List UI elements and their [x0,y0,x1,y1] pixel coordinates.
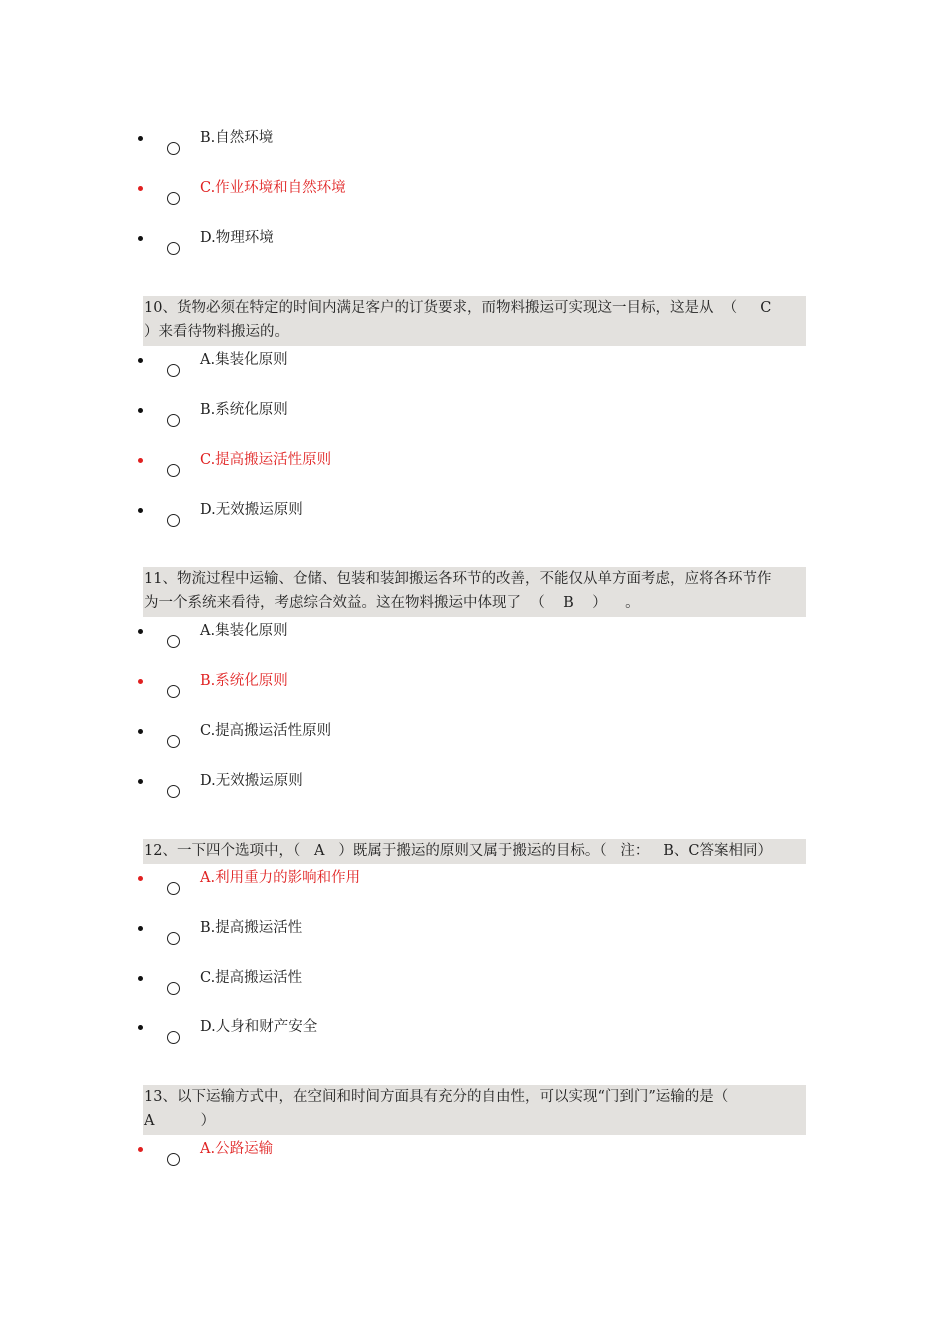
bullet-icon [138,729,143,734]
option-10-b [0,400,950,440]
option-label: C.作业环境和自然环境 [200,180,346,196]
option-9-c [0,178,950,218]
radio-button[interactable] [167,882,180,895]
option-10-a [0,350,950,390]
bullet-icon [138,508,143,513]
question-line: 11、物流过程中运输、仓储、包装和装卸搬运各环节的改善，不能仅从单方面考虑，应将各环节作 [144,571,772,587]
option-label: A.集装化原则 [200,352,288,368]
option-label: A.集装化原则 [200,623,288,639]
option-label: C.提高搬运活性 [200,970,303,986]
bullet-icon [138,679,143,684]
option-12-a [0,868,950,908]
bullet-icon [138,236,143,241]
option-11-c [0,721,950,761]
option-12-d [0,1017,950,1057]
option-label: D.无效搬运原则 [200,502,303,518]
radio-button[interactable] [167,464,180,477]
radio-button[interactable] [167,142,180,155]
bullet-icon [138,926,143,931]
radio-button[interactable] [167,192,180,205]
bullet-icon [138,458,143,463]
option-11-b [0,671,950,711]
option-label: B.系统化原则 [200,673,288,689]
option-label: B.系统化原则 [200,402,288,418]
bullet-icon [138,876,143,881]
option-9-d [0,228,950,268]
radio-button[interactable] [167,514,180,527]
radio-button[interactable] [167,735,180,748]
option-11-a [0,621,950,661]
option-12-c [0,968,950,1008]
radio-button[interactable] [167,1031,180,1044]
option-label: D.人身和财产安全 [200,1019,318,1035]
option-label: D.无效搬运原则 [200,773,303,789]
question-line: 为一个系统来看待，考虑综合效益。这在物料搬运中体现了 （ B ） 。 [144,595,640,611]
bullet-icon [138,1025,143,1030]
option-label: A.利用重力的影响和作用 [200,870,361,886]
option-12-b [0,918,950,958]
radio-button[interactable] [167,414,180,427]
option-10-c [0,450,950,490]
radio-button[interactable] [167,635,180,648]
radio-button[interactable] [167,685,180,698]
option-label: D.物理环境 [200,230,274,246]
question-line: 12、一下四个选项中，（ A ）既属于搬运的原则又属于搬运的目标。（ 注： B、C答案相同） [144,843,772,859]
question-line: 10、货物必须在特定的时间内满足客户的订货要求，而物料搬运可实现这一目标，这是从 （ C [144,300,772,316]
bullet-icon [138,629,143,634]
bullet-icon [138,976,143,981]
bullet-icon [138,408,143,413]
question-line: 13、以下运输方式中，在空间和时间方面具有充分的自由性，可以实现“门到门”运输的是（ [144,1089,729,1105]
radio-button[interactable] [167,364,180,377]
option-label: A.公路运输 [200,1141,274,1157]
option-label: B.自然环境 [200,130,274,146]
radio-button[interactable] [167,1153,180,1166]
question-10 [143,296,806,346]
radio-button[interactable] [167,785,180,798]
radio-button[interactable] [167,932,180,945]
question-line: ）来看待物料搬运的。 [144,324,289,340]
question-12 [143,839,806,864]
option-10-d [0,500,950,540]
option-label: C.提高搬运活性原则 [200,452,332,468]
bullet-icon [138,779,143,784]
bullet-icon [138,136,143,141]
option-11-d [0,771,950,811]
radio-button[interactable] [167,242,180,255]
option-9-b [0,128,950,168]
question-line: A ） [144,1113,216,1129]
bullet-icon [138,1147,143,1152]
bullet-icon [138,186,143,191]
option-label: B.提高搬运活性 [200,920,303,936]
bullet-icon [138,358,143,363]
question-11 [143,567,806,617]
radio-button[interactable] [167,982,180,995]
option-label: C.提高搬运活性原则 [200,723,332,739]
option-13-a [0,1139,950,1179]
question-13 [143,1085,806,1135]
